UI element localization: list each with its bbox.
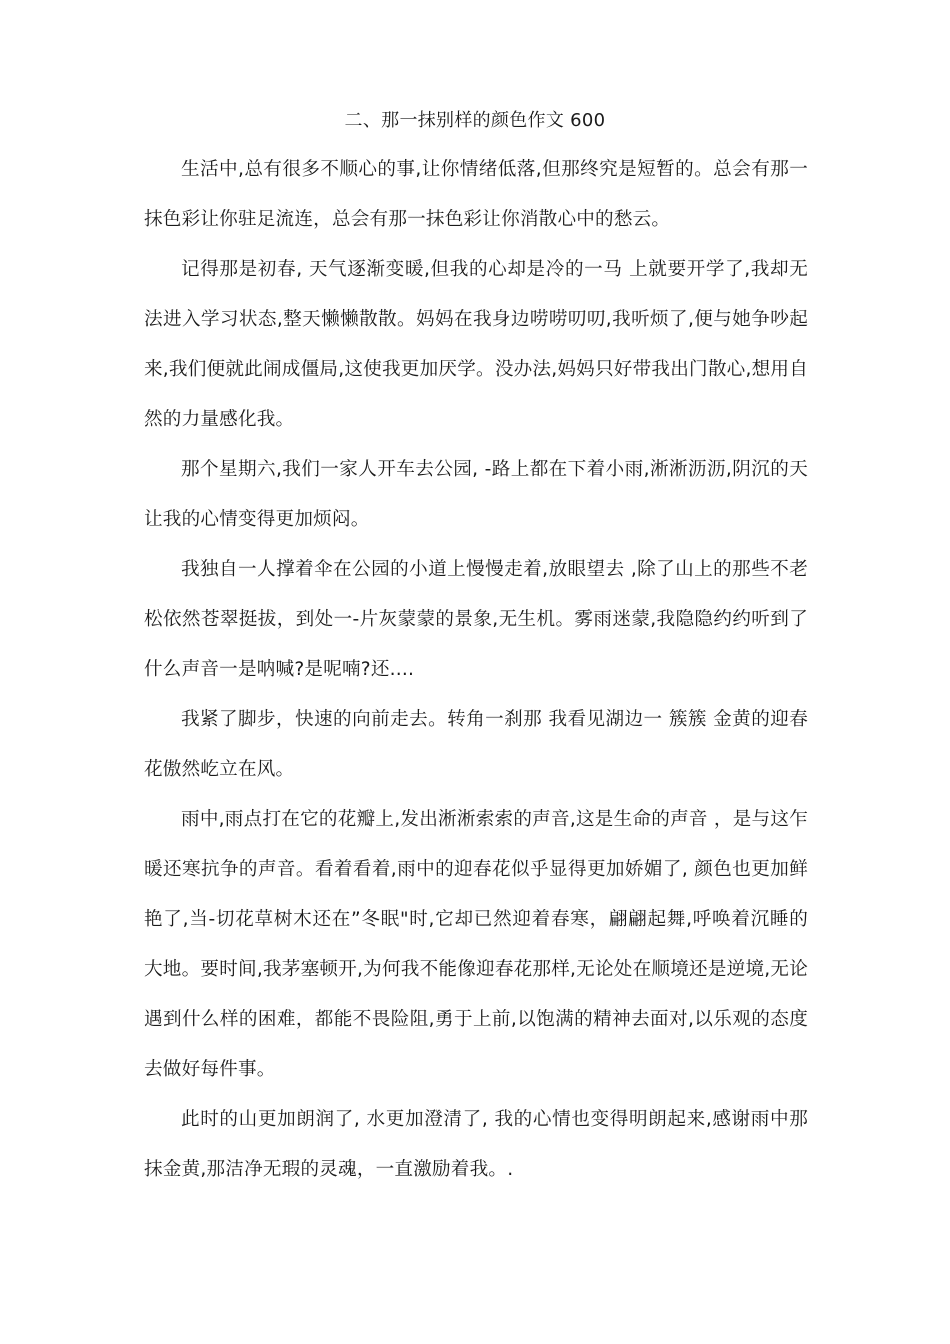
paragraph-4: 我独自一人撑着伞在公园的小道上慢慢走着,放眼望去 ,除了山上的那些不老松依然苍翠挺拔，到处一-片灰蒙蒙的景象,无生机。雾雨迷蒙,我隐隐约约听到了什么声音一是呐喊?是呢喃?还....	[144, 559, 808, 680]
paragraph-1: 生活中,总有很多不顺心的事,让你情绪低落,但那终究是短暂的。总会有那一抹色彩让你驻足流连，总会有那一抹色彩让你消散心中的愁云。	[144, 159, 808, 230]
paragraph-2: 记得那是初春, 天气逐渐变暖,但我的心却是冷的一马 上就要开学了,我却无法进入学习状态,整天懒懒散散。妈妈在我身边唠唠叨叨,我听烦了,便与她争吵起来,我们便就此闹成僵局,这使我更加厌学。没办法,妈妈只好带我出门散心,想用自然的力量感化我。	[144, 259, 808, 430]
paragraph-7: 此时的山更加朗润了, 水更加澄清了, 我的心情也变得明朗起来,感谢雨中那抹金黄,那洁净无瑕的灵魂，一直激励着我。.	[144, 1109, 808, 1180]
paragraph-3: 那个星期六,我们一家人开车去公园, -路上都在下着小雨,淅淅沥沥,阴沉的天让我的心情变得更加烦闷。	[144, 459, 808, 530]
paragraph-6: 雨中,雨点打在它的花瓣上,发出淅淅索索的声音,这是生命的声音 ，是与这乍暖还寒抗争的声音。看着看着,雨中的迎春花似乎显得更加娇媚了, 颜色也更加鲜艳了,当-切花草树木还在”冬眠"时,它却已然迎着春寒，翩翩起舞,呼唤着沉睡的大地。要时间,我茅塞顿开,为何我不能像迎春花那样,无论处在顺境还是逆境,无论遇到什么样的困难，都能不畏险阻,勇于上前,以饱满的精神去面对,以乐观的态度去做好每件事。	[144, 809, 808, 1080]
essay-title: 二、那一抹别样的颜色作文 600	[344, 110, 606, 131]
paragraph-5: 我紧了脚步，快速的向前走去。转角一刹那 我看见湖边一 簇簇 金黄的迎春花傲然屹立在风。	[144, 709, 808, 780]
essay-body	[144, 145, 808, 1195]
